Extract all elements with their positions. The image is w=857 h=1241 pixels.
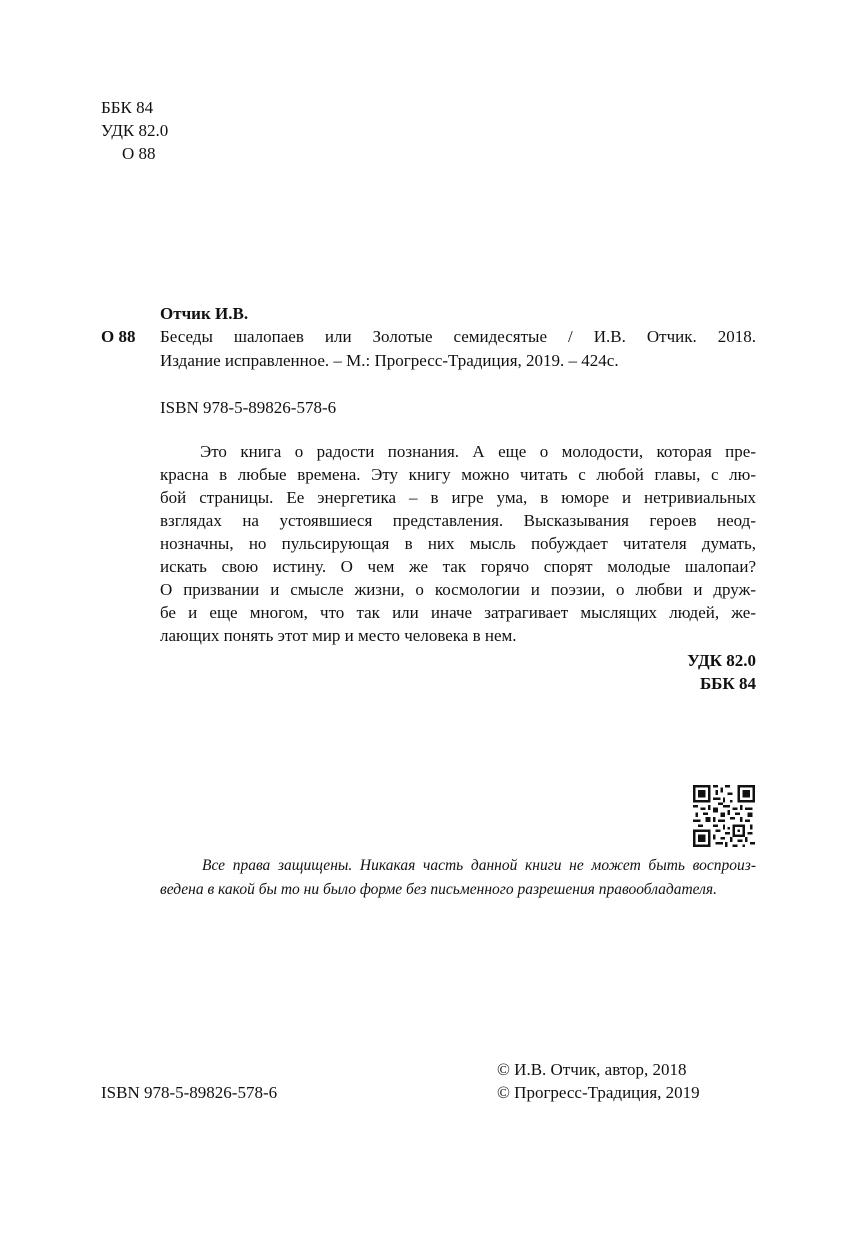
annotation-line: О призвании и смысле жизни, о космологии и поэзии, о любви и друж- [160, 580, 756, 599]
annotation-line: бой страницы. Ее энергетика – в игре ума, в юморе и нетривиальных [160, 488, 756, 507]
copyright-publisher: © Прогресс-Традиция, 2019 [497, 1083, 700, 1102]
bibliographic-description [160, 325, 756, 373]
rights-line-1: Все права защищены. Никакая часть данной книги не может быть воспроиз- [202, 857, 756, 874]
bbk-index: ББК 84 [699, 674, 756, 693]
author-name: Отчик И.В. [160, 304, 249, 323]
qr-code-icon [693, 785, 755, 847]
author-mark: О 88 [122, 144, 156, 163]
footer-isbn: ISBN 978-5-89826-578-6 [101, 1083, 278, 1102]
index-codes [560, 649, 756, 695]
annotation-line: красна в любые времена. Эту книгу можно читать с любой главы, с лю- [160, 465, 756, 484]
isbn-entry: ISBN 978-5-89826-578-6 [160, 398, 337, 417]
annotation-line: лающих понять этот мир и место человека в нем. [160, 626, 517, 645]
annotation-line: Это книга о радости познания. А еще о молодости, которая пре- [200, 442, 756, 461]
bbk-code: ББК 84 [101, 98, 154, 117]
udk-index: УДК 82.0 [687, 651, 756, 670]
annotation [160, 440, 756, 647]
author-mark-bold: О 88 [101, 327, 136, 346]
description-line-2: Издание исправленное. – М.: Прогресс-Традиция, 2019. – 424с. [160, 351, 619, 370]
annotation-line: искать свою истину. О чем же так горячо спорят молодые шалопаи? [160, 557, 756, 576]
rights-notice [160, 854, 756, 902]
copyright-block [497, 1058, 700, 1104]
annotation-line: взглядах на устоявшиеся представления. Высказывания героев неод- [160, 511, 756, 530]
description-line-1: Беседы шалопаев или Золотые семидесятые / И.В. Отчик. 2018. [160, 327, 756, 346]
udk-code: УДК 82.0 [101, 121, 169, 140]
rights-line-2: ведена в какой бы то ни было форме без письменного разрешения правообладателя. [160, 881, 718, 898]
annotation-line: бе и еще многом, что так или иначе затрагивает мыслящих людей, же- [160, 603, 756, 622]
copyright-author: © И.В. Отчик, автор, 2018 [497, 1060, 687, 1079]
annotation-line: нозначны, но пульсирующая в них мысль побуждает читателя думать, [160, 534, 756, 553]
classification-codes [101, 96, 168, 165]
